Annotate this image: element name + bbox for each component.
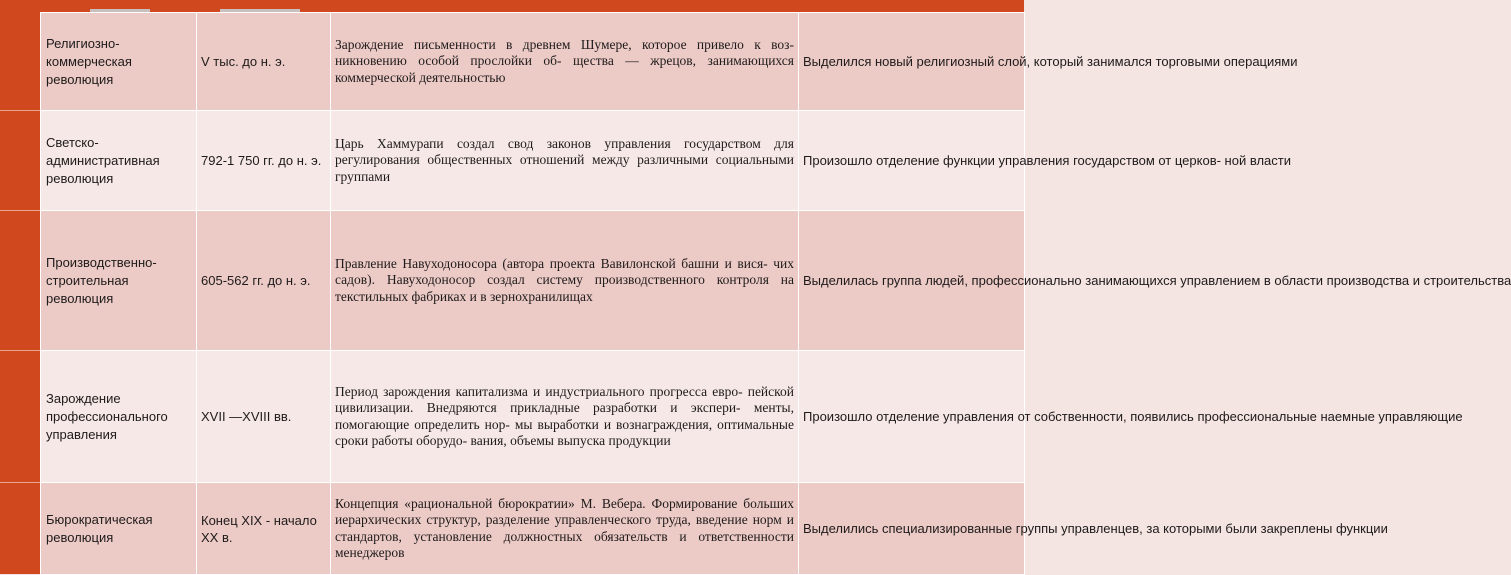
- revolution-period: Конец XIX - начало XX в.: [197, 483, 331, 575]
- revolution-description: Зарождение письменности в древнем Шумере, которое привело к воз- никновению особой прослойки об- щества — жрецов, занимающихся коммерческой деятельностью: [331, 13, 799, 111]
- left-accent-bar: [0, 0, 40, 574]
- revolution-result: Выделился новый религиозный слой, который занимался торговыми операциями: [799, 13, 1025, 111]
- revolution-description: Правление Навуходоносора (автора проекта Вавилонской башни и вися- чих садов). Навуходоносор создал систему производственного контроля на текстильных фабриках и в зернохранилищах: [331, 211, 799, 351]
- revolution-result: Выделились специализированные группы управленцев, за которыми были закреплены функции: [799, 483, 1025, 575]
- header-strip: [40, 0, 1024, 12]
- revolutions-table: [40, 12, 1511, 575]
- revolution-description: Период зарождения капитализма и индустриального прогресса евро- пейской цивилизации. Внедряются прикладные разработки и экспери- менты, помогающие определить нор- мы выработки и вознаграждения, оптимальные сроки работы оборудо- вания, объемы выпуска продукции: [331, 351, 799, 483]
- revolution-description: Царь Хаммурапи создал свод законов управления государством для регулирования общественных отношений между различными социальными группами: [331, 111, 799, 211]
- revolution-name: Производственно-строительная революция: [41, 211, 197, 351]
- bar-divider: [0, 110, 40, 111]
- revolution-name: Религиозно-коммерческая революция: [41, 13, 197, 111]
- revolution-result: Произошло отделение функции управления государством от церков- ной власти: [799, 111, 1025, 211]
- revolution-name: Зарождение профессионального управления: [41, 351, 197, 483]
- bar-divider: [0, 482, 40, 483]
- revolution-result: Выделилась группа людей, профессионально занимающихся управлением в области производства и строительства: [799, 211, 1025, 351]
- table-row: [41, 483, 1025, 575]
- table-row: [41, 351, 1025, 483]
- revolution-name: Светско-административная революция: [41, 111, 197, 211]
- table-row: [41, 211, 1025, 351]
- bar-divider: [0, 210, 40, 211]
- revolution-description: Концепция «рациональной бюрократии» М. Вебера. Формирование больших иерархических структур, разделение управленческого труда, введение норм и стандартов, установление должностных обязательств и ответственности менеджеров: [331, 483, 799, 575]
- table-row: [41, 13, 1025, 111]
- revolution-period: XVII —XVIII вв.: [197, 351, 331, 483]
- revolution-period: 792-1 750 гг. до н. э.: [197, 111, 331, 211]
- revolution-period: 605-562 гг. до н. э.: [197, 211, 331, 351]
- bar-divider: [0, 350, 40, 351]
- revolution-period: V тыс. до н. э.: [197, 13, 331, 111]
- revolution-name: Бюрократическая революция: [41, 483, 197, 575]
- table-row: [41, 111, 1025, 211]
- revolution-result: Произошло отделение управления от собственности, появились профессиональные наемные управляющие: [799, 351, 1025, 483]
